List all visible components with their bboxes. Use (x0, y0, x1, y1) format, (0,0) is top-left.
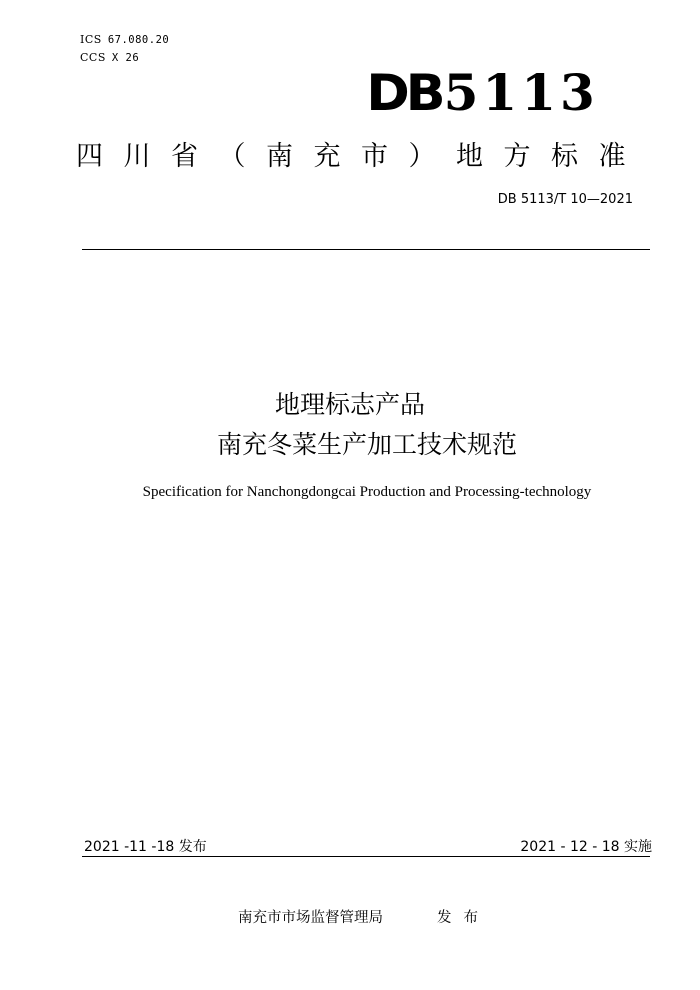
ics-label: ICS (80, 33, 102, 46)
title-line-1: 地理标志产品 (274, 390, 425, 419)
logo-code: 5113 (443, 63, 599, 122)
english-title: Specification for Nanchongdongcai Production and Processing-technology (142, 484, 592, 500)
ics-code (80, 33, 169, 46)
logo-prefix: DB (366, 64, 442, 122)
ccs-value: X 26 (111, 52, 140, 64)
standard-number: DB 5113/T 10—2021 (497, 192, 633, 207)
issue-action: 发布 (437, 910, 490, 926)
issue-date: 2021 -11 -18 发布 (84, 839, 207, 855)
bottom-divider (82, 856, 650, 857)
ccs-label: CCS (80, 51, 106, 64)
issuing-authority: 南充市市场监督管理局 (238, 910, 383, 926)
implementation-date: 2021 - 12 - 18 实施 (520, 839, 652, 855)
ccs-code (80, 51, 139, 64)
ics-value: 67.080.20 (107, 34, 170, 46)
title-line-2: 南充冬菜生产加工技术规范 (216, 430, 517, 459)
top-divider (82, 249, 650, 250)
db-logo (366, 58, 599, 122)
standard-type: 四川省（南充市）地方标准 (76, 141, 646, 172)
